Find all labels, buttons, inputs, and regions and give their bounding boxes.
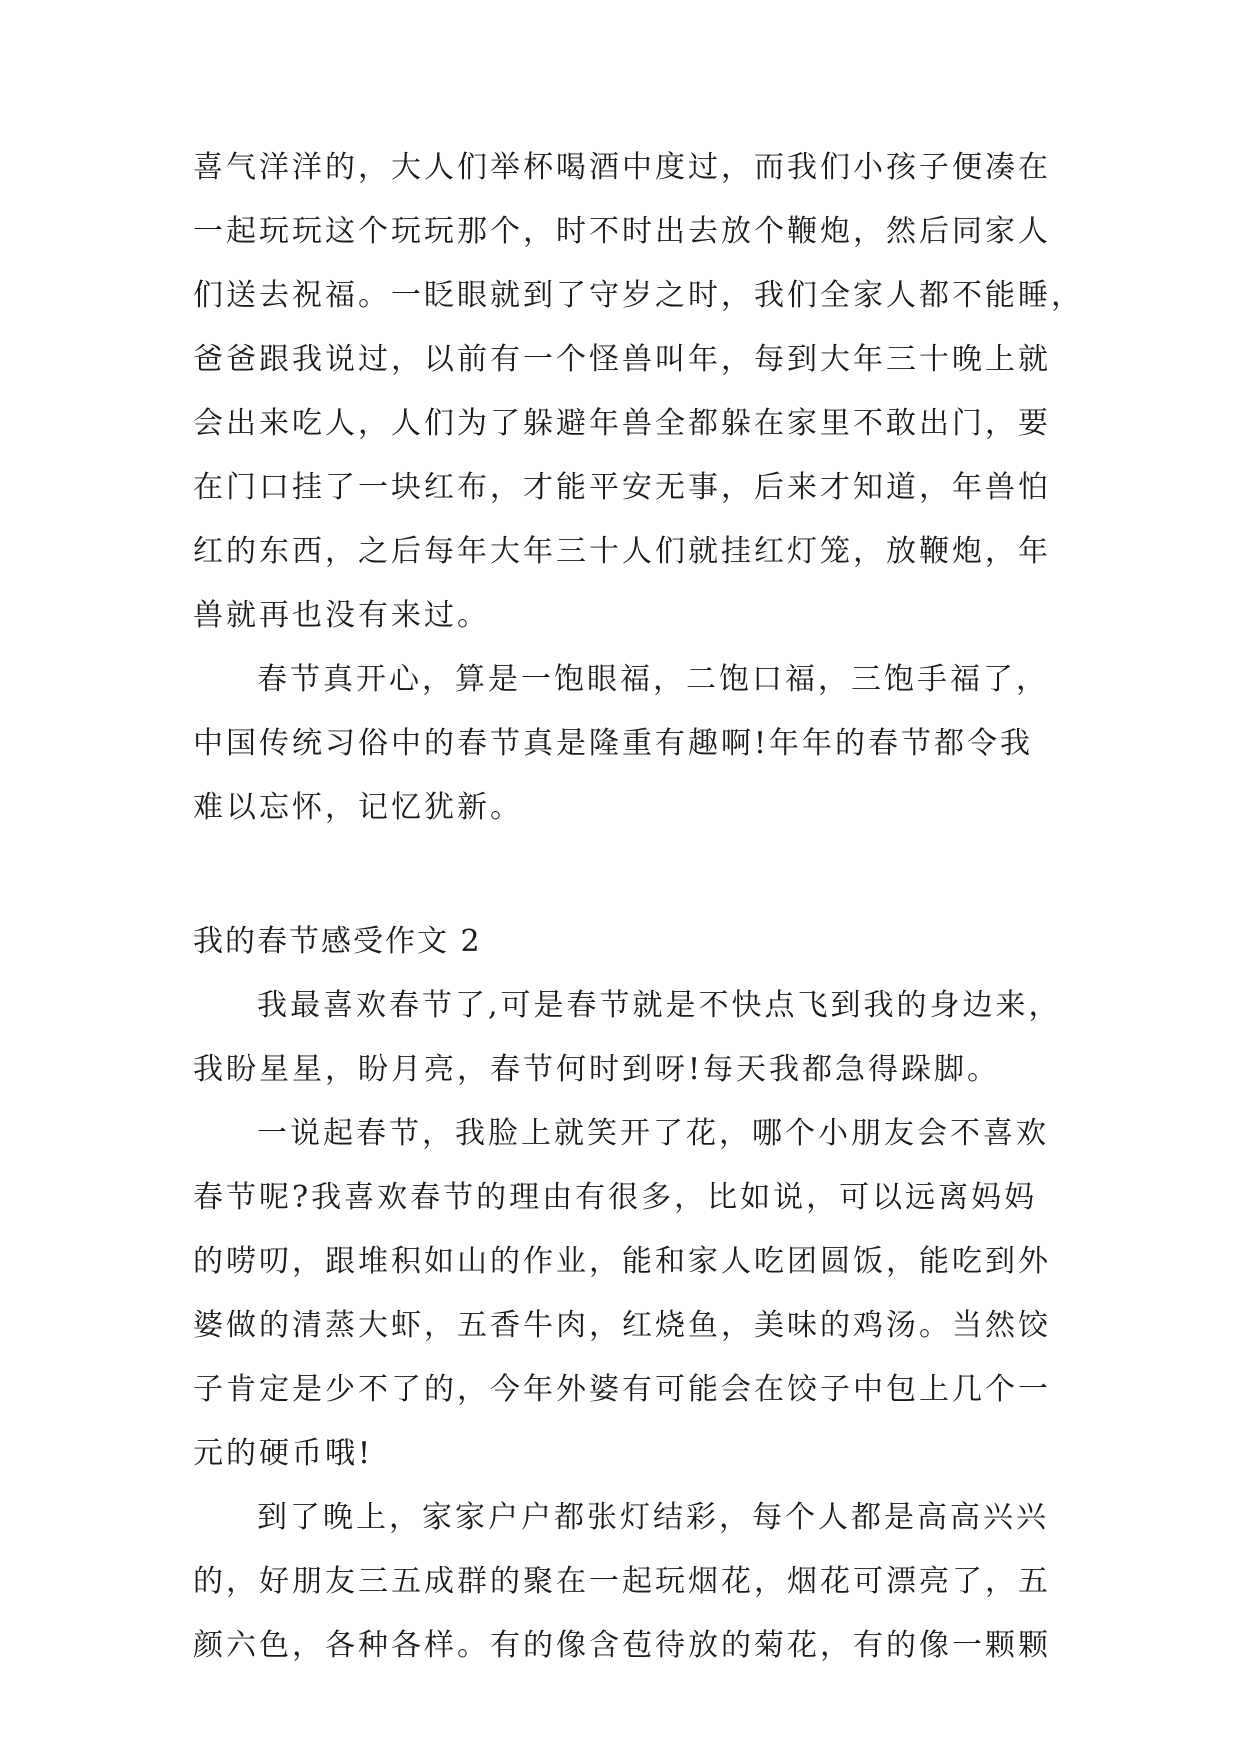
- text-line: 春节呢?我喜欢春节的理由有很多，比如说，可以远离妈妈: [193, 1180, 1038, 1215]
- text-line: 一说起春节，我脸上就笑开了花，哪个小朋友会不喜欢: [257, 1116, 1049, 1151]
- text-line: 难以忘怀，记忆犹新。: [193, 790, 523, 825]
- text-line: 颜六色，各种各样。有的像含苞待放的菊花，有的像一颗颗: [193, 1628, 1051, 1663]
- text-line: 兽就再也没有来过。: [193, 598, 490, 633]
- paragraph-intro: [193, 974, 1069, 1102]
- paragraph-reasons: [193, 1102, 1069, 1486]
- text-line: 的，好朋友三五成群的聚在一起玩烟花，烟花可漂亮了，五: [193, 1564, 1051, 1599]
- text-line: 爸爸跟我说过，以前有一个怪兽叫年，每到大年三十晚上就: [193, 342, 1051, 377]
- paragraph-evening: [193, 1486, 1069, 1678]
- text-line: 我盼星星，盼月亮，春节何时到呀!每天我都急得跺脚。: [193, 1052, 1001, 1087]
- text-line: 们送去祝福。一眨眼就到了守岁之时，我们全家人都不能睡，: [193, 278, 1084, 313]
- paragraph-conclusion: [193, 648, 1069, 840]
- text-line: 到了晚上，家家户户都张灯结彩，每个人都是高高兴兴: [257, 1500, 1049, 1535]
- text-line: 喜气洋洋的，大人们举杯喝酒中度过，而我们小孩子便凑在: [193, 150, 1051, 185]
- essay-heading: [193, 910, 1069, 974]
- text-line: 子肯定是少不了的，今年外婆有可能会在饺子中包上几个一: [193, 1372, 1051, 1407]
- text-line: 在门口挂了一块红布，才能平安无事，后来才知道，年兽怕: [193, 470, 1051, 505]
- text-line: 红的东西，之后每年大年三十人们就挂红灯笼，放鞭炮，年: [193, 534, 1051, 569]
- text-line: 中国传统习俗中的春节真是隆重有趣啊!年年的春节都令我: [193, 726, 1034, 761]
- text-line: 元的硬币哦!: [193, 1436, 374, 1471]
- text-line: 的唠叨，跟堆积如山的作业，能和家人吃团圆饭，能吃到外: [193, 1244, 1051, 1279]
- text-line: 婆做的清蒸大虾，五香牛肉，红烧鱼，美味的鸡汤。当然饺: [193, 1308, 1051, 1343]
- text-line: 会出来吃人，人们为了躲避年兽全都躲在家里不敢出门，要: [193, 406, 1051, 441]
- text-line: 春节真开心，算是一饱眼福，二饱口福，三饱手福了，: [257, 662, 1049, 697]
- text-line: 我最喜欢春节了,可是春节就是不快点飞到我的身边来，: [257, 988, 1062, 1023]
- text-line: 一起玩玩这个玩玩那个，时不时出去放个鞭炮，然后同家人: [193, 214, 1051, 249]
- heading-text: 我的春节感受作文 2: [193, 924, 482, 959]
- paragraph-continuation: [193, 136, 1084, 648]
